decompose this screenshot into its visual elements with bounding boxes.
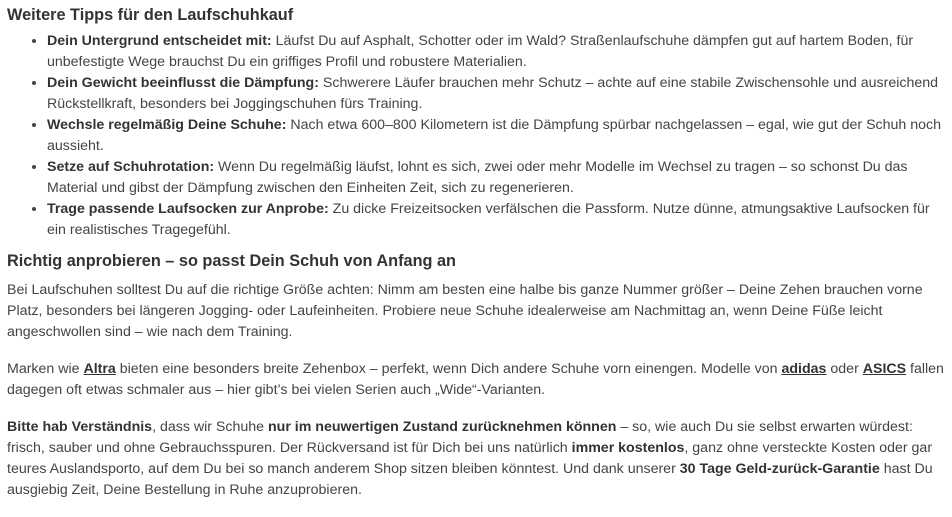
fitting-paragraph: Bei Laufschuhen solltest Du auf die richtige Größe achten: Nimm am besten eine halbe bis ganze Nummer größer – Deine Zehen brauchen vorne Platz, besonders bei längeren Jogging- oder Laufeinheiten. Probiere neue Schuhe idealerweise am Nachmittag an, wenn Deine Füße leicht angeschwollen sind – wie nach dem Training. — [7, 282, 923, 340]
text: hast Du ausgiebig Zeit, Deine Bestellung in Ruhe anzuprobieren. — [7, 461, 933, 498]
tip-text: Nach etwa 600–800 Kilometern ist die Dämpfung spürbar nachgelassen – egal, wie gut der Schuh noch aussieht. — [47, 117, 942, 154]
adidas-link[interactable]: adidas — [781, 361, 827, 377]
tip-title: Trage passende Laufsocken zur Anprobe: — [47, 201, 329, 217]
brands-paragraph — [7, 359, 944, 401]
list-item — [47, 157, 944, 199]
tip-text: Schwerere Läufer brauchen mehr Schutz – achte auf eine stabile Zwischensohle und ausreichend Rückstellkraft, besonders bei Joggingschuhen fürs Training. — [47, 75, 939, 112]
tip-text: Wenn Du regelmäßig läufst, lohnt es sich, zwei oder mehr Modelle im Wechsel zu tragen – so schonst Du das Material und gibst der Dämpfung zwischen den Einheiten Zeit, sich zu regenerieren. — [47, 159, 908, 196]
text: , ganz ohne versteckte Kosten oder gar teures Auslandsporto, auf dem Du bei so manch anderem Shop sitzen bleiben könntest. Und dank unserer — [7, 440, 933, 477]
text: oder — [826, 361, 863, 377]
tip-title: Dein Untergrund entscheidet mit: — [47, 33, 272, 49]
tip-title: Wechsle regelmäßig Deine Schuhe: — [47, 117, 287, 133]
tips-list — [7, 31, 944, 241]
fitting-heading: Richtig anprobieren – so passt Dein Schuh von Anfang an — [7, 252, 456, 270]
text: bieten eine besonders breite Zehenbox – perfekt, wenn Dich andere Schuhe vorn einengen. Modelle von — [115, 361, 782, 377]
bold-text: nur im neuwertigen Zustand zurücknehmen können — [267, 419, 617, 435]
text: Marken wie — [7, 361, 84, 377]
text: – so, wie auch Du sie selbst erwarten würdest: frisch, sauber und ohne Gebrauchsspuren. Der Rückversand ist für Dich bei uns natürlich — [7, 419, 913, 456]
bold-text: Bitte hab Verständnis — [7, 419, 153, 435]
tip-text: Läufst Du auf Asphalt, Schotter oder im Wald? Straßenlaufschuhe dämpfen gut auf hartem Boden, für unbefestigte Wege brauchst Du ein griffiges Profil und robustere Materialien. — [47, 33, 914, 70]
tip-title: Dein Gewicht beeinflusst die Dämpfung: — [47, 75, 319, 91]
returns-paragraph — [7, 417, 944, 501]
tip-text: Zu dicke Freizeitsocken verfälschen die Passform. Nutze dünne, atmungsaktive Laufsocken für ein realistisches Tragegefühl. — [47, 201, 930, 238]
altra-link[interactable]: Altra — [83, 361, 116, 377]
list-item — [47, 115, 944, 157]
asics-link[interactable]: ASICS — [862, 361, 907, 377]
list-item — [47, 31, 944, 73]
bold-text: immer kostenlos — [571, 440, 685, 456]
text: fallen dagegen oft etwas schmaler aus – hier gibt’s bei vielen Serien auch „Wide“-Varianten. — [7, 361, 944, 398]
tip-title: Setze auf Schuhrotation: — [47, 159, 215, 175]
tips-heading: Weitere Tipps für den Laufschuhkauf — [7, 6, 294, 24]
list-item — [47, 73, 944, 115]
guarantee-text: 30 Tage Geld-zurück-Garantie — [679, 461, 880, 477]
text: , dass wir Schuhe — [152, 419, 268, 435]
list-item — [47, 199, 944, 241]
